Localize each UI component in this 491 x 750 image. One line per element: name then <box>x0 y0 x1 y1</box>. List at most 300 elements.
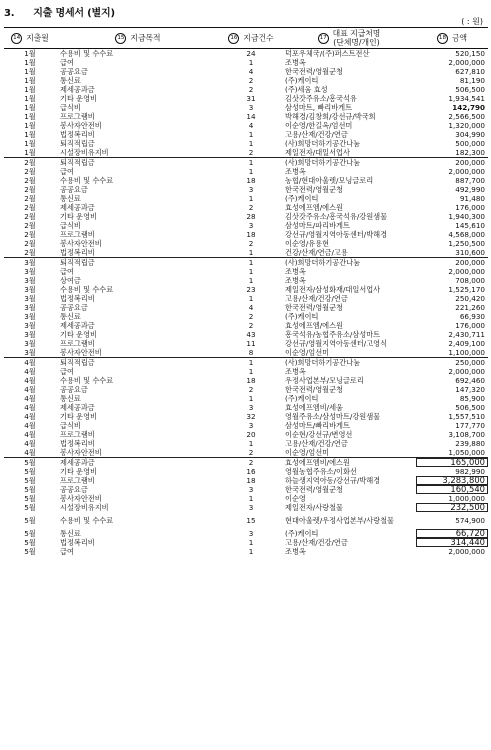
expense-table <box>4 27 488 556</box>
cell-purpose: 시설장비유지비 <box>60 503 109 512</box>
cell-count: 23 <box>246 285 256 294</box>
table-row <box>4 467 488 476</box>
cell-count: 1 <box>248 439 254 448</box>
table-row <box>4 85 488 94</box>
header-row <box>4 28 488 49</box>
cell-amount: 200,000 <box>416 258 488 268</box>
cell-month: 3월 <box>24 312 36 321</box>
cell-purpose: 봉사자안전비 <box>60 448 102 457</box>
cell-payee: (사)희망더하기공간나눔 <box>285 139 361 148</box>
cell-count: 3 <box>248 185 254 194</box>
table-row <box>4 176 488 185</box>
cell-amount: 2,000,000 <box>448 547 485 556</box>
cell-month: 1월 <box>24 130 36 139</box>
table-row <box>4 303 488 312</box>
cell-payee: 조병옥 <box>285 547 306 556</box>
cell-month: 5월 <box>24 515 36 525</box>
header-number-badge: 15 <box>115 33 126 44</box>
cell-month: 2월 <box>24 239 36 248</box>
cell-purpose: 수용비 및 수수료 <box>60 285 114 294</box>
cell-count: 2 <box>248 312 254 321</box>
cell-amount: 85,900 <box>459 394 485 403</box>
cell-count: 18 <box>246 176 256 185</box>
cell-amount: 2,000,000 <box>448 58 485 67</box>
cell-count: 3 <box>248 403 254 412</box>
cell-amount: 1,100,000 <box>448 348 485 357</box>
table-row <box>4 376 488 385</box>
cell-count: 2 <box>248 448 254 457</box>
cell-purpose: 공공요금 <box>60 385 88 394</box>
cell-purpose: 퇴직적립금 <box>56 258 220 268</box>
cell-amount: 3,108,700 <box>448 430 485 439</box>
cell-month: 1월 <box>24 148 36 157</box>
cell-purpose: 제세공과금 <box>60 403 95 412</box>
table-row <box>4 248 488 258</box>
cell-payee: 조병옥 <box>285 367 306 376</box>
cell-month: 5월 <box>24 503 36 512</box>
cell-month: 1월 <box>24 94 36 103</box>
header-label: 대표 지급처명 (단체명/개인) <box>332 29 381 47</box>
cell-payee: 제일전자/삼성화재/대일서업사 <box>285 285 381 294</box>
table-row <box>4 512 488 529</box>
cell-count: 1 <box>248 130 254 139</box>
cell-amount: 520,150 <box>455 49 485 58</box>
cell-count: 18 <box>246 476 256 485</box>
cell-amount: 2,000,000 <box>448 367 485 376</box>
table-row <box>4 358 488 368</box>
cell-amount: 176,000 <box>455 321 485 330</box>
cell-amount: 2,000,000 <box>448 267 485 276</box>
header-label: 지출월 <box>26 33 49 42</box>
cell-payee: (주)케이티 <box>285 394 319 403</box>
cell-month: 5월 <box>24 529 36 538</box>
cell-payee: 고용/산재/건강/연금 <box>285 439 348 448</box>
cell-month: 3월 <box>24 294 36 303</box>
table-row <box>4 267 488 276</box>
cell-amount: 200,000 <box>416 158 488 168</box>
cell-count: 1 <box>220 358 282 368</box>
cell-payee: 삼성마트/파리바게트 <box>285 221 350 230</box>
cell-count: 1 <box>248 267 254 276</box>
cell-month: 2월 <box>24 194 36 203</box>
cell-month: 4월 <box>24 421 36 430</box>
table-row <box>4 494 488 503</box>
cell-amount: 2,566,500 <box>448 112 485 121</box>
cell-month: 5월 <box>24 538 36 547</box>
cell-count: 3 <box>248 103 254 112</box>
cell-month: 4월 <box>24 412 36 421</box>
cell-amount: 177,770 <box>455 421 485 430</box>
table-row <box>4 103 488 112</box>
table-row <box>4 185 488 194</box>
table-row <box>4 130 488 139</box>
cell-payee: 영월농협주유소/이화선 <box>285 467 357 476</box>
cell-month: 3월 <box>4 258 56 268</box>
cell-purpose: 프로그램비 <box>60 430 95 439</box>
table-row <box>4 476 488 485</box>
cell-payee: 강선규/영월지역아동센터/박해경 <box>285 230 388 239</box>
cell-purpose: 공공요금 <box>60 185 88 194</box>
cell-purpose: 봉사자안전비 <box>60 121 102 130</box>
header-number-badge: 18 <box>437 33 448 44</box>
cell-month: 1월 <box>24 49 36 58</box>
cell-amount: 165,000 <box>416 458 488 468</box>
table-row <box>4 529 488 538</box>
cell-purpose: 기타 운영비 <box>60 330 98 339</box>
cell-amount: 239,880 <box>455 439 485 448</box>
cell-amount: 574,900 <box>455 515 485 525</box>
cell-amount: 708,000 <box>455 276 485 285</box>
table-row <box>4 547 488 556</box>
cell-count: 3 <box>248 421 254 430</box>
cell-payee: 농협/현대아울렛/모닝글로리 <box>285 176 374 185</box>
cell-month: 4월 <box>24 376 36 385</box>
cell-amount: 1,050,000 <box>448 448 485 457</box>
table-row <box>4 439 488 448</box>
cell-month: 2월 <box>24 230 36 239</box>
table-row <box>4 321 488 330</box>
header-amount <box>416 28 488 49</box>
cell-purpose: 프로그램비 <box>60 339 95 348</box>
cell-amount: 310,600 <box>455 248 485 257</box>
cell-purpose: 공공요금 <box>60 485 88 494</box>
cell-payee: 이순영 <box>285 494 306 503</box>
cell-count: 1 <box>248 538 254 547</box>
table-row <box>4 430 488 439</box>
table-row <box>4 458 488 468</box>
cell-amount: 1,250,500 <box>448 239 485 248</box>
header-number-badge: 16 <box>228 33 239 44</box>
header-label: 지급목적 <box>130 33 161 42</box>
cell-payee: 조병옥 <box>285 267 306 276</box>
cell-count: 1 <box>220 158 282 168</box>
cell-payee: 제일전자/사랑철물 <box>285 503 343 512</box>
cell-count: 2 <box>248 385 254 394</box>
cell-payee: 건강/산재/연금/고용 <box>285 248 348 257</box>
cell-month: 4월 <box>24 394 36 403</box>
cell-month: 3월 <box>24 339 36 348</box>
cell-month: 2월 <box>4 158 56 168</box>
cell-month: 1월 <box>24 121 36 130</box>
header-payee <box>282 28 416 49</box>
table-row <box>4 448 488 458</box>
table-row <box>4 538 488 547</box>
cell-count: 1 <box>220 258 282 268</box>
cell-payee: 우정사업본부/모닝글로리 <box>285 376 364 385</box>
cell-purpose: 급식비 <box>60 421 81 430</box>
table-row <box>4 394 488 403</box>
cell-payee: 박해경/김창희/강선규/박국희 <box>285 112 376 121</box>
cell-amount: 4,568,000 <box>448 230 485 239</box>
cell-amount: 627,810 <box>455 67 485 76</box>
cell-purpose: 수용비 및 수수료 <box>60 176 114 185</box>
cell-count: 4 <box>248 121 254 130</box>
cell-purpose: 시설장비유지비 <box>60 148 109 157</box>
cell-count: 2 <box>248 321 254 330</box>
cell-payee: 영월주유소/삼성마트/강원샘물 <box>285 412 381 421</box>
cell-payee: 강선규/영월지역아동센터/고영식 <box>285 339 388 348</box>
cell-purpose: 급식비 <box>60 103 81 112</box>
table-row <box>4 212 488 221</box>
cell-purpose: 통신료 <box>60 194 81 203</box>
cell-count: 1 <box>248 167 254 176</box>
cell-month: 4월 <box>24 403 36 412</box>
cell-month: 4월 <box>24 367 36 376</box>
cell-payee: 김삿갓주유소/흥국석유/강원샘물 <box>285 212 388 221</box>
cell-month: 2월 <box>24 185 36 194</box>
cell-purpose: 급여 <box>60 367 74 376</box>
cell-purpose: 급여 <box>60 167 74 176</box>
cell-purpose: 봉사자안전비 <box>60 239 102 248</box>
cell-amount: 887,700 <box>455 176 485 185</box>
cell-amount: 492,990 <box>455 185 485 194</box>
cell-payee: 고용/산재/건강/연금 <box>285 294 348 303</box>
cell-payee: (사)희망더하기공간나눔 <box>282 358 416 368</box>
cell-amount: 1,525,170 <box>448 285 485 294</box>
cell-purpose: 제세공과금 <box>60 203 95 212</box>
cell-month: 1월 <box>24 85 36 94</box>
cell-month: 3월 <box>24 276 36 285</box>
cell-count: 8 <box>248 348 254 357</box>
cell-amount: 250,000 <box>416 358 488 368</box>
cell-month: 1월 <box>24 112 36 121</box>
document-title: 지출 명세서 (별지) <box>33 8 115 19</box>
cell-purpose: 법정복리비 <box>60 294 95 303</box>
cell-purpose: 급식비 <box>60 221 81 230</box>
cell-payee: 조병옥 <box>285 58 306 67</box>
cell-amount: 692,460 <box>455 376 485 385</box>
cell-payee: 한국전력/영월군청 <box>285 385 343 394</box>
cell-payee: 현대아울렛/우정사업본부/사랑철물 <box>285 515 394 525</box>
cell-payee: 김삿갓주유소/흥국석유 <box>285 94 357 103</box>
cell-count: 2 <box>248 148 254 157</box>
table-row <box>4 221 488 230</box>
cell-payee: 효성에프엠/에스원 <box>285 203 343 212</box>
cell-count: 1 <box>248 194 254 203</box>
cell-purpose: 급여 <box>60 58 74 67</box>
cell-payee: 하늘생지역아동/강선규/박해경 <box>285 476 381 485</box>
cell-month: 1월 <box>24 76 36 85</box>
table-row <box>4 139 488 148</box>
table-row <box>4 294 488 303</box>
cell-amount: 2,409,100 <box>448 339 485 348</box>
table-body <box>4 49 488 557</box>
cell-amount: 91,480 <box>459 194 485 203</box>
table-row <box>4 58 488 67</box>
cell-payee: 이순영/엄선미 <box>285 448 330 457</box>
cell-count: 3 <box>248 221 254 230</box>
cell-count: 1 <box>248 58 254 67</box>
cell-payee: 흥국석유/농협주유소/삼성마트 <box>285 330 381 339</box>
cell-amount: 221,260 <box>455 303 485 312</box>
cell-month: 5월 <box>24 494 36 503</box>
table-row <box>4 194 488 203</box>
cell-purpose: 통신료 <box>60 529 81 538</box>
cell-payee: 효성에프엠/에스원 <box>285 321 343 330</box>
cell-amount: 2,000,000 <box>448 167 485 176</box>
cell-count: 32 <box>246 412 256 421</box>
cell-purpose: 통신료 <box>60 76 81 85</box>
cell-count: 20 <box>246 430 256 439</box>
cell-payee: 삼성마트, 빠리바게트 <box>285 103 353 112</box>
cell-purpose: 제세공과금 <box>60 321 95 330</box>
cell-amount: 1,940,300 <box>448 212 485 221</box>
cell-amount: 81,190 <box>459 76 485 85</box>
cell-month: 1월 <box>24 58 36 67</box>
cell-count: 1 <box>248 248 254 257</box>
cell-month: 5월 <box>4 458 56 468</box>
header-number-badge: 14 <box>11 33 22 44</box>
cell-amount: 506,500 <box>455 85 485 94</box>
cell-payee: 이순영/한길옥/엄선미 <box>285 121 353 130</box>
cell-month: 1월 <box>24 139 36 148</box>
cell-payee: 한국전력/영월군청 <box>285 303 343 312</box>
cell-amount: 66,720 <box>416 529 488 538</box>
cell-month: 1월 <box>24 67 36 76</box>
cell-purpose: 기타 운영비 <box>60 467 98 476</box>
cell-amount: 3,283,800 <box>416 476 488 485</box>
cell-payee: (주)케이티 <box>285 194 319 203</box>
cell-amount: 176,000 <box>455 203 485 212</box>
cell-purpose: 퇴직적립금 <box>56 158 220 168</box>
cell-month: 2월 <box>24 221 36 230</box>
cell-purpose: 법정복리비 <box>60 538 95 547</box>
table-row <box>4 385 488 394</box>
cell-month: 5월 <box>24 547 36 556</box>
cell-count: 1 <box>248 367 254 376</box>
cell-purpose: 봉사자안전비 <box>60 494 102 503</box>
cell-month: 5월 <box>24 485 36 494</box>
cell-payee: 조병옥 <box>285 276 306 285</box>
cell-amount: 182,300 <box>455 148 485 157</box>
cell-amount: 232,500 <box>416 503 488 512</box>
cell-purpose: 수용비 및 수수료 <box>60 515 114 525</box>
cell-payee: 조병옥 <box>285 167 306 176</box>
cell-purpose: 프로그램비 <box>60 230 95 239</box>
cell-month: 1월 <box>24 103 36 112</box>
cell-purpose: 퇴직적립금 <box>60 139 95 148</box>
document-title-line <box>4 4 115 19</box>
cell-payee: (사)희망더하기공간나눔 <box>282 258 416 268</box>
table-row <box>4 49 488 59</box>
cell-count: 28 <box>246 212 256 221</box>
cell-amount: 500,000 <box>455 139 485 148</box>
cell-purpose: 공공요금 <box>60 67 88 76</box>
cell-purpose: 제세공과금 <box>60 85 95 94</box>
cell-count: 1 <box>248 394 254 403</box>
cell-count: 2 <box>248 203 254 212</box>
cell-month: 4월 <box>24 439 36 448</box>
cell-count: 4 <box>248 67 254 76</box>
table-row <box>4 421 488 430</box>
cell-purpose: 퇴직적립금 <box>56 358 220 368</box>
cell-purpose: 상여금 <box>60 276 81 285</box>
cell-month: 5월 <box>24 476 36 485</box>
cell-month: 4월 <box>24 448 36 457</box>
cell-amount: 147,320 <box>455 385 485 394</box>
table-row <box>4 403 488 412</box>
table-row <box>4 76 488 85</box>
cell-count: 1 <box>248 139 254 148</box>
table-row <box>4 203 488 212</box>
cell-count: 31 <box>246 94 256 103</box>
cell-month: 2월 <box>24 176 36 185</box>
cell-month: 2월 <box>24 212 36 221</box>
cell-purpose: 급여 <box>60 547 74 556</box>
cell-count: 15 <box>246 515 256 525</box>
table-row <box>4 167 488 176</box>
cell-payee: 제일전자/대일서업사 <box>285 148 350 157</box>
cell-count: 2 <box>220 458 282 468</box>
table-row <box>4 121 488 130</box>
cell-purpose: 프로그램비 <box>60 476 95 485</box>
cell-purpose: 통신료 <box>60 394 81 403</box>
cell-month: 3월 <box>24 348 36 357</box>
table-row <box>4 67 488 76</box>
cell-amount: 506,500 <box>455 403 485 412</box>
cell-count: 2 <box>248 239 254 248</box>
cell-count: 1 <box>248 494 254 503</box>
cell-payee: 효성에프엠비/에스원 <box>282 458 416 468</box>
cell-count: 24 <box>246 49 256 58</box>
cell-count: 14 <box>246 112 256 121</box>
table-row <box>4 276 488 285</box>
cell-amount: 250,420 <box>455 294 485 303</box>
cell-purpose: 급여 <box>60 267 74 276</box>
cell-month: 3월 <box>24 285 36 294</box>
cell-count: 3 <box>248 529 254 538</box>
cell-purpose: 기타 운영비 <box>60 212 98 221</box>
cell-purpose: 수용비 및 수수료 <box>60 376 114 385</box>
cell-amount: 304,990 <box>455 130 485 139</box>
table-row <box>4 285 488 294</box>
table-row <box>4 312 488 321</box>
cell-count: 4 <box>248 303 254 312</box>
cell-payee: 효성에프엠비/세움 <box>285 403 343 412</box>
cell-month: 3월 <box>24 267 36 276</box>
cell-purpose: 통신료 <box>60 312 81 321</box>
cell-purpose: 수용비 및 수수료 <box>60 49 114 58</box>
cell-purpose: 제세공과금 <box>56 458 220 468</box>
unit-label: ( : 원) <box>461 17 483 26</box>
cell-amount: 314,440 <box>416 538 488 547</box>
header-count <box>220 28 282 49</box>
cell-payee: (사)희망더하기공간나눔 <box>282 158 416 168</box>
table-row <box>4 339 488 348</box>
header-label: 금액 <box>451 33 468 42</box>
cell-purpose: 기타 운영비 <box>60 94 98 103</box>
cell-purpose: 법정복리비 <box>60 439 95 448</box>
table-row <box>4 503 488 512</box>
cell-payee: 이순영/엄선미 <box>285 348 330 357</box>
cell-count: 16 <box>246 467 256 476</box>
cell-month: 3월 <box>24 321 36 330</box>
cell-payee: 삼성마트/빠리바게트 <box>285 421 350 430</box>
cell-purpose: 봉사자안전비 <box>60 348 102 357</box>
table-row <box>4 367 488 376</box>
cell-amount: 142,790 <box>452 103 485 112</box>
cell-payee: 고용/산재/건강/연금 <box>285 130 348 139</box>
cell-amount: 1,934,541 <box>448 94 485 103</box>
cell-payee: (주)세움 효성 <box>285 85 328 94</box>
header-month <box>4 28 56 49</box>
cell-count: 3 <box>248 485 254 494</box>
table-row <box>4 330 488 339</box>
table-row <box>4 230 488 239</box>
cell-amount: 1,557,510 <box>448 412 485 421</box>
cell-payee: 덕포우체국/(주)퍼스트전산 <box>285 49 370 58</box>
cell-payee: 한국전력/영월군청 <box>285 67 343 76</box>
